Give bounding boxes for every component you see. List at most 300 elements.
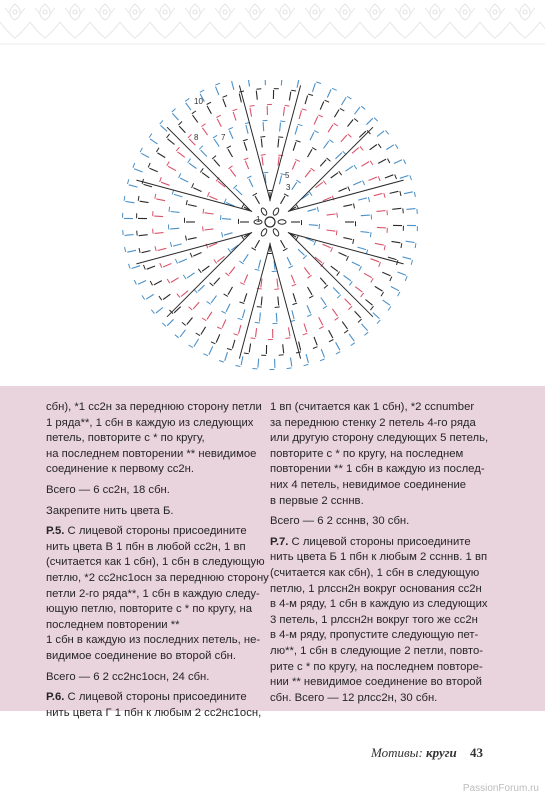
stitch-crossbar	[201, 124, 205, 127]
stitch-mark	[214, 278, 220, 285]
stitch-crossbar	[170, 242, 171, 247]
stitch-crossbar	[162, 323, 166, 327]
stitch-crossbar	[233, 185, 236, 189]
stitch-mark	[320, 278, 326, 285]
stitch-mark	[241, 356, 243, 365]
stitch-crossbar	[365, 332, 369, 335]
round-label-8: 8	[194, 133, 199, 142]
stitch-crossbar	[183, 275, 186, 279]
stitch-crossbar	[198, 269, 201, 273]
stitch-mark	[321, 349, 324, 357]
stitch-crossbar	[314, 131, 319, 133]
stitch-mark	[403, 257, 412, 259]
stitch-mark	[283, 107, 284, 116]
subsection-title: круги	[426, 745, 457, 760]
stitch-mark	[150, 139, 157, 144]
stitch-crossbar	[260, 137, 265, 138]
stitch-crossbar	[177, 294, 180, 298]
stitch-mark	[174, 194, 183, 197]
stitch-mark	[156, 199, 165, 201]
stitch-crossbar	[185, 98, 189, 101]
stitch-mark	[400, 176, 409, 179]
stitch-mark	[349, 334, 354, 341]
stitch-crossbar	[313, 347, 318, 349]
stitch-crossbar	[303, 333, 308, 335]
stitch-mark	[163, 264, 171, 268]
right-column	[270, 400, 498, 711]
stitch-crossbar	[140, 148, 142, 152]
stitch-mark	[232, 340, 235, 349]
stitch-mark	[361, 215, 370, 216]
stitch-crossbar	[144, 265, 146, 270]
stitch-mark	[298, 249, 305, 255]
stitch-mark	[327, 214, 336, 215]
stitch-crossbar	[384, 193, 385, 198]
stitch-mark	[244, 275, 248, 283]
stitch-crossbar	[354, 119, 358, 122]
stitch-mark	[327, 89, 331, 97]
stitch-mark	[362, 324, 368, 331]
stitch-mark	[243, 254, 248, 261]
stitch-mark	[178, 152, 185, 157]
stitch-crossbar	[395, 144, 398, 148]
stitch-crossbar	[291, 90, 296, 91]
stitch-crossbar	[213, 135, 217, 138]
stitch-crossbar	[178, 122, 182, 126]
stitch-crossbar	[228, 248, 231, 252]
stitch-crossbar	[371, 278, 373, 282]
stitch-mark	[304, 268, 309, 275]
stitch-mark	[377, 211, 386, 212]
stitch-mark	[392, 208, 401, 209]
stitch-crossbar	[179, 173, 181, 178]
stitch-mark	[386, 145, 394, 150]
stitch-crossbar	[227, 146, 231, 149]
stitch-mark	[261, 139, 262, 148]
stitch-crossbar	[275, 307, 280, 308]
stitch-mark	[292, 182, 297, 190]
stitch-mark	[256, 91, 257, 100]
stitch-mark	[144, 184, 153, 187]
stitch-crossbar	[316, 82, 321, 84]
stitch-mark	[339, 188, 347, 192]
stitch-crossbar	[336, 230, 337, 235]
round-5-label: Р.5.	[46, 525, 65, 538]
stitch-crossbar	[176, 147, 179, 151]
stitch-crossbar	[280, 121, 285, 122]
stitch-mark	[189, 163, 196, 168]
stitch-crossbar	[207, 102, 211, 104]
stitch-crossbar	[319, 327, 323, 329]
stitch-mark	[306, 354, 308, 363]
stitch-mark	[242, 310, 245, 319]
stitch-mark	[329, 330, 333, 338]
watermark: PassionForum.ru	[462, 783, 539, 794]
stitch-mark	[168, 139, 175, 145]
stitch-crossbar	[370, 161, 373, 165]
stitch-mark	[193, 188, 201, 192]
stitch-mark	[374, 194, 383, 196]
stitch-mark	[355, 107, 361, 114]
stitch-mark	[344, 276, 351, 281]
stitch-mark	[168, 166, 176, 170]
stitch-crossbar	[149, 134, 152, 138]
stitch-crossbar	[404, 160, 406, 165]
stitch-mark	[228, 287, 233, 295]
stitch-mark	[193, 115, 198, 122]
stitch-crossbar	[221, 311, 226, 313]
stitch-mark	[352, 262, 360, 266]
stitch-crossbar	[289, 266, 294, 268]
stitch-mark	[388, 257, 397, 260]
stitch-mark	[194, 339, 199, 347]
stitch-mark	[256, 328, 257, 337]
stitch-mark	[392, 241, 401, 242]
stitch-crossbar	[414, 192, 415, 197]
stitch-crossbar	[233, 109, 238, 111]
stitch-crossbar	[253, 193, 257, 196]
stitch-mark	[377, 227, 386, 228]
stitch-crossbar	[167, 162, 169, 166]
stitch-mark	[334, 110, 339, 118]
stitch-mark	[375, 243, 384, 245]
chain-stitch	[260, 228, 268, 237]
stitch-crossbar	[336, 352, 340, 354]
stitch-crossbar	[182, 322, 186, 325]
stitch-crossbar	[134, 280, 136, 285]
stitch-mark	[167, 319, 173, 325]
stitch-mark	[352, 148, 359, 154]
stitch-mark	[341, 97, 346, 105]
stitch-mark	[186, 103, 191, 110]
lace-pattern-icon	[0, 0, 545, 46]
paragraph-fasten: Закрепите нить цвета Б.	[46, 504, 174, 517]
long-stitch-spoke	[239, 244, 300, 359]
magic-ring	[265, 217, 275, 227]
stitch-mark	[406, 241, 415, 242]
stitch-crossbar	[167, 134, 170, 138]
stitch-crossbar	[251, 338, 256, 339]
stitch-mark	[216, 87, 219, 95]
stitch-mark	[287, 257, 291, 265]
stitch-mark	[156, 308, 163, 314]
stitch-mark	[283, 344, 284, 353]
stitch-mark	[358, 247, 367, 250]
stitch-crossbar	[238, 318, 243, 319]
stitch-mark	[171, 212, 180, 213]
stitch-mark	[339, 253, 347, 257]
round-6-text: С лицевой стороны присоедините нить цвета Г 1 пбн к любым 2 сс2нс1осн,	[46, 691, 262, 719]
round-label-10: 10	[194, 97, 203, 106]
stitch-mark	[188, 238, 197, 240]
stitch-mark	[299, 342, 301, 351]
stitch-crossbar	[311, 168, 315, 171]
stitch-mark	[308, 209, 317, 212]
round-7-text: С лицевой стороны присоедините нить цвета Б 1 пбн к любым 2 ссннв. 1 вп (считается как сбн), 1 сбн в следующую петлю, 1 рлссн2н вокруг основания сс2н в 4-м ряду, 1 сбн в каждую из следующих 3 петель, 1 рлссн2н вокруг того же сс2н в 4-м ряду, пропустите следующую пет- лю**, 1 сбн в следующие 2 петли, повто- рите с * по кругу, на последнем повторе- нии ** невидимое соединение во второй сбн. Всего — 12 рлсс2н, 30 сбн.	[270, 535, 488, 704]
stitch-crossbar	[378, 176, 380, 181]
instructions-panel	[0, 386, 545, 719]
stitch-crossbar	[411, 260, 412, 265]
stitch-mark	[202, 173, 209, 178]
stitch-mark	[331, 173, 338, 178]
long-stitch-spoke	[289, 233, 404, 317]
stitch-crossbar	[261, 155, 266, 156]
stitch-mark	[328, 125, 333, 133]
stitch-crossbar	[374, 118, 378, 122]
stitch-crossbar	[361, 293, 364, 297]
stitch-mark	[248, 80, 249, 87]
stitch-mark	[279, 175, 281, 184]
stitch-crossbar	[287, 368, 292, 369]
stitch-mark	[142, 251, 151, 253]
stitch-mark	[304, 324, 307, 333]
stitch-crossbar	[247, 176, 252, 178]
stitch-crossbar	[377, 320, 380, 324]
stitch-crossbar	[188, 159, 191, 163]
stitch-crossbar	[292, 303, 297, 305]
stitch-crossbar	[188, 134, 192, 138]
stitch-crossbar	[323, 306, 327, 309]
round-5-total: Всего — 6 2 сс2нс1осн, 24 сбн.	[46, 670, 210, 683]
chain-stitch	[272, 207, 280, 216]
stitch-mark	[281, 80, 282, 86]
stitch-crossbar	[175, 259, 177, 264]
stitch-crossbar	[337, 295, 341, 299]
stitch-mark	[155, 233, 164, 234]
stitch-crossbar	[139, 248, 140, 253]
stitch-crossbar	[398, 292, 400, 296]
stitch-mark	[369, 177, 377, 181]
stitch-mark	[171, 278, 179, 283]
stitch-mark	[385, 175, 393, 178]
stitch-mark	[245, 161, 248, 169]
stitch-crossbar	[189, 345, 193, 348]
stitch-crossbar	[125, 247, 126, 252]
stitch-crossbar	[227, 349, 232, 350]
stitch-mark	[261, 278, 262, 287]
stitch-mark	[355, 287, 362, 292]
stitch-mark	[239, 94, 241, 103]
stitch-crossbar	[348, 187, 350, 192]
stitch-crossbar	[337, 213, 338, 218]
stitch-mark	[250, 108, 252, 117]
stitch-mark	[398, 272, 406, 275]
stitch-crossbar	[358, 319, 362, 323]
stitch-mark	[170, 228, 179, 229]
stitch-crossbar	[169, 207, 170, 212]
stitch-mark	[308, 287, 313, 295]
stitch-mark	[361, 232, 370, 233]
stitch-mark	[229, 131, 233, 139]
stitch-crossbar	[148, 163, 150, 168]
stitch-mark	[278, 157, 279, 166]
stitch-crossbar	[228, 127, 233, 129]
stitch-crossbar	[150, 281, 152, 285]
round-6-paragraph	[46, 690, 274, 721]
stitch-mark	[173, 244, 182, 246]
stitch-crossbar	[153, 229, 154, 234]
stitch-crossbar	[344, 330, 348, 333]
stitch-crossbar	[308, 275, 312, 278]
stitch-crossbar	[332, 88, 337, 90]
stitch-crossbar	[172, 109, 176, 112]
stitch-mark	[174, 307, 181, 313]
stitch-mark	[132, 266, 141, 269]
stitch-crossbar	[160, 177, 162, 182]
stitch-mark	[355, 311, 361, 318]
stitch-mark	[341, 135, 347, 142]
stitch-crossbar	[207, 192, 209, 197]
stitch-crossbar	[387, 210, 388, 215]
stitch-crossbar	[331, 247, 333, 252]
stitch-crossbar	[379, 262, 381, 267]
stitch-mark	[146, 294, 154, 299]
stitch-mark	[193, 302, 199, 309]
stitch-crossbar	[307, 315, 312, 317]
stitch-mark	[292, 161, 296, 169]
stitch-mark	[224, 233, 233, 236]
stitch-crossbar	[337, 272, 340, 276]
stitch-crossbar	[370, 232, 371, 237]
stitch-mark	[207, 106, 211, 114]
stitch-mark	[308, 149, 313, 157]
stitch-crossbar	[224, 199, 226, 204]
stitch-crossbar	[320, 359, 325, 361]
stitch-mark	[140, 201, 149, 202]
stitch-mark	[320, 160, 326, 167]
chain-stitch	[278, 220, 286, 224]
stitch-mark	[211, 296, 216, 303]
stitch-mark	[332, 309, 337, 316]
stitch-mark	[255, 196, 260, 204]
round-7-label: Р.7.	[270, 535, 289, 548]
stitch-crossbar	[190, 253, 192, 258]
stitch-crossbar	[351, 343, 355, 346]
stitch-mark	[278, 297, 279, 306]
stitch-crossbar	[250, 106, 255, 107]
stitch-crossbar	[167, 279, 170, 283]
stitch-mark	[187, 318, 193, 325]
stitch-crossbar	[160, 263, 162, 268]
round-5-paragraph	[46, 524, 274, 664]
stitch-crossbar	[244, 158, 249, 160]
stitch-crossbar	[155, 194, 156, 199]
stitch-mark	[222, 320, 226, 328]
stitch-crossbar	[302, 109, 307, 110]
stitch-crossbar	[137, 231, 138, 236]
stitch-mark	[289, 92, 290, 101]
stitch-crossbar	[292, 284, 297, 286]
stitch-crossbar	[274, 289, 279, 290]
stitch-crossbar	[286, 338, 291, 339]
stitch-mark	[205, 229, 214, 230]
stitch-crossbar	[272, 271, 277, 272]
stitch-crossbar	[296, 141, 301, 143]
stitch-mark	[258, 260, 260, 269]
stitch-mark	[226, 304, 230, 312]
stitch-mark	[305, 170, 311, 177]
stitch-mark	[209, 196, 217, 200]
stitch-crossbar	[189, 307, 193, 310]
stitch-crossbar	[217, 327, 222, 329]
stitch-mark	[277, 279, 278, 288]
stitch-mark	[202, 266, 209, 271]
stitch-mark	[205, 213, 214, 214]
stitch-mark	[263, 122, 264, 131]
paragraph-total: Всего — 6 2 ссннв, 30 сбн.	[270, 515, 410, 528]
stitch-mark	[193, 253, 201, 257]
stitch-crossbar	[323, 181, 326, 185]
stitch-mark	[343, 205, 352, 207]
stitch-mark	[150, 168, 158, 172]
stitch-mark	[291, 275, 294, 283]
stitch-mark	[366, 118, 372, 124]
stitch-mark	[214, 160, 220, 167]
stitch-mark	[255, 240, 260, 248]
stitch-crossbar	[325, 100, 330, 102]
stitch-crossbar	[361, 106, 365, 109]
stitch-crossbar	[360, 147, 363, 151]
stitch-crossbar	[359, 266, 361, 271]
stitch-crossbar	[390, 277, 392, 282]
round-label-7: 7	[221, 133, 226, 142]
round-label-1: 1	[256, 215, 261, 224]
stitch-crossbar	[240, 302, 245, 304]
stitch-mark	[313, 83, 316, 92]
stitch-crossbar	[240, 283, 245, 285]
stitch-crossbar	[128, 179, 129, 184]
stitch-crossbar	[278, 137, 283, 138]
stitch-crossbar	[224, 294, 228, 297]
stitch-mark	[180, 178, 188, 182]
stitch-crossbar	[401, 243, 402, 248]
stitch-crossbar	[386, 130, 389, 134]
stitch-mark	[281, 196, 286, 204]
stitch-crossbar	[200, 168, 203, 172]
stitch-mark	[125, 235, 134, 236]
stitch-mark	[314, 116, 318, 124]
stitch-mark	[217, 119, 221, 127]
stitch-mark	[320, 102, 324, 110]
stitch-mark	[276, 313, 277, 322]
stitch-crossbar	[285, 105, 290, 106]
stitch-mark	[249, 179, 253, 187]
stitch-mark	[163, 294, 170, 299]
stitch-crossbar	[368, 197, 369, 202]
stitch-mark	[172, 113, 178, 120]
stitch-mark	[261, 297, 262, 306]
stitch-mark	[158, 153, 166, 158]
stitch-mark	[292, 310, 294, 319]
stitch-mark	[343, 238, 352, 240]
stitch-crossbar	[347, 96, 351, 99]
stitch-crossbar	[400, 191, 401, 196]
stitch-crossbar	[318, 115, 323, 117]
stitch-mark	[278, 139, 279, 148]
stitch-mark	[209, 346, 213, 354]
stitch-mark	[244, 142, 247, 151]
long-stitch-spoke	[239, 85, 300, 200]
stitch-crossbar	[370, 306, 373, 310]
stitch-crossbar	[219, 361, 224, 363]
stitch-crossbar	[214, 260, 217, 264]
stitch-crossbar	[314, 241, 316, 246]
stitch-crossbar	[263, 172, 268, 173]
stitch-mark	[198, 285, 205, 291]
stitch-mark	[201, 150, 207, 157]
stitch-mark	[125, 202, 134, 203]
stitch-mark	[310, 132, 314, 140]
